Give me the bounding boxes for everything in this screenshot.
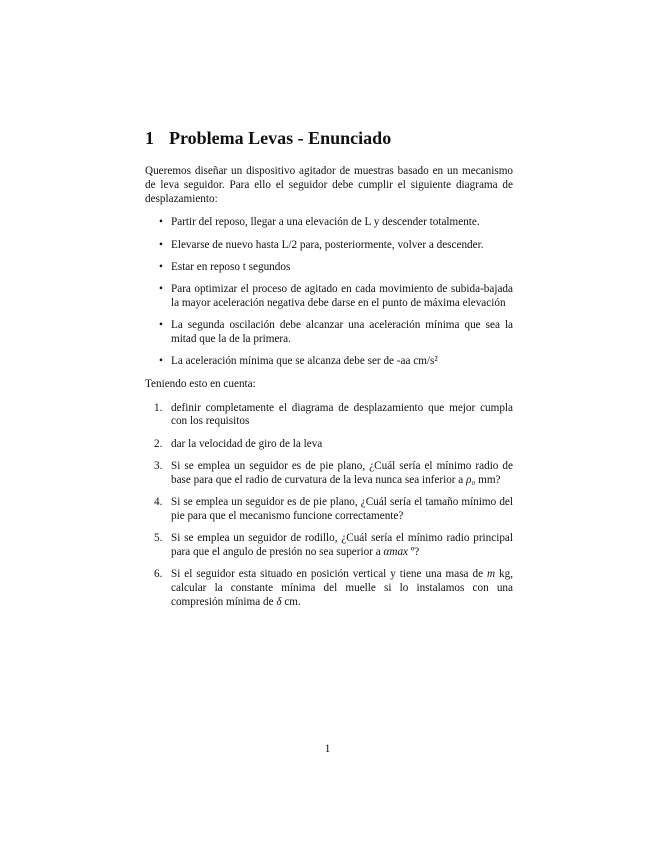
section-number: 1 [145,128,154,148]
requirement-item: • Elevarse de nuevo hasta L/2 para, posteriormente, volver a descender. [159,238,484,251]
section-heading [145,128,513,149]
task-item: 2. dar la velocidad de giro de la leva [154,437,323,450]
math-rho0: ρ₀ [466,473,476,486]
document-page [145,128,513,618]
bullet-marker: • [159,238,163,251]
task-number: 6. [154,568,163,581]
bullet-marker: • [159,319,163,332]
task-item: 5. Si se emplea un seguidor de rodillo, ¿Cuál sería el mínimo radio principal para que el angulo de presión no sea superior a αmax º? [154,532,513,558]
intro-paragraph: Queremos diseñar un dispositivo agitador de muestras basado en un mecanismo de leva seguidor. Para ello el seguidor debe cumplir el siguiente diagrama de desplazamiento: [145,165,513,205]
lead-paragraph: Teniendo esto en cuenta: [145,377,256,390]
math-alpha-max: αmax [383,545,409,558]
requirement-item: • La aceleración mínima que se alcanza debe ser de -aa cm/s² [159,355,438,368]
task-number: 1. [154,401,163,414]
page-number: 1 [324,743,331,755]
task-number: 5. [154,532,163,545]
task-item: 3. Si se emplea un seguidor es de pie plano, ¿Cuál sería el mínimo radio de base para que el radio de curvatura de la leva nunca sea inferior a ρ₀ mm? [154,459,513,486]
task-item: 4. Si se emplea un seguidor es de pie plano, ¿Cuál sería el tamaño mínimo del pie para que el mecanismo funcione correctamente? [154,496,513,522]
math-m: m [486,568,496,581]
tasks-list [145,402,513,610]
bullet-marker: • [159,355,163,368]
task-number: 2. [154,437,163,450]
bullet-marker: • [159,260,163,273]
requirement-item: • La segunda oscilación debe alcanzar una aceleración mínima que sea la mitad que la de la primera. [159,319,513,346]
requirement-item: • Para optimizar el proceso de agitado en cada movimiento de subida-bajada la mayor aceleración negativa debe darse en el punto de máxima elevación [159,283,513,310]
requirement-item: • Estar en reposo t segundos [159,260,291,273]
section-title: Problema Levas - Enunciado [169,128,392,148]
task-item: 6. Si el seguidor esta situado en posición vertical y tiene una masa de m kg, calcular la constante mínima del muelle si lo instalamos con una compresión mínima de δ cm. [154,568,514,608]
bullet-marker: • [159,216,163,229]
task-number: 4. [154,496,163,509]
bullet-marker: • [159,283,163,296]
requirements-list [145,216,513,369]
task-item: 1. definir completamente el diagrama de desplazamiento que mejor cumpla con los requisitos [154,401,513,428]
requirement-item: • Partir del reposo, llegar a una elevación de L y descender totalmente. [159,216,480,229]
task-number: 3. [154,459,163,472]
math-delta: δ [276,595,282,608]
